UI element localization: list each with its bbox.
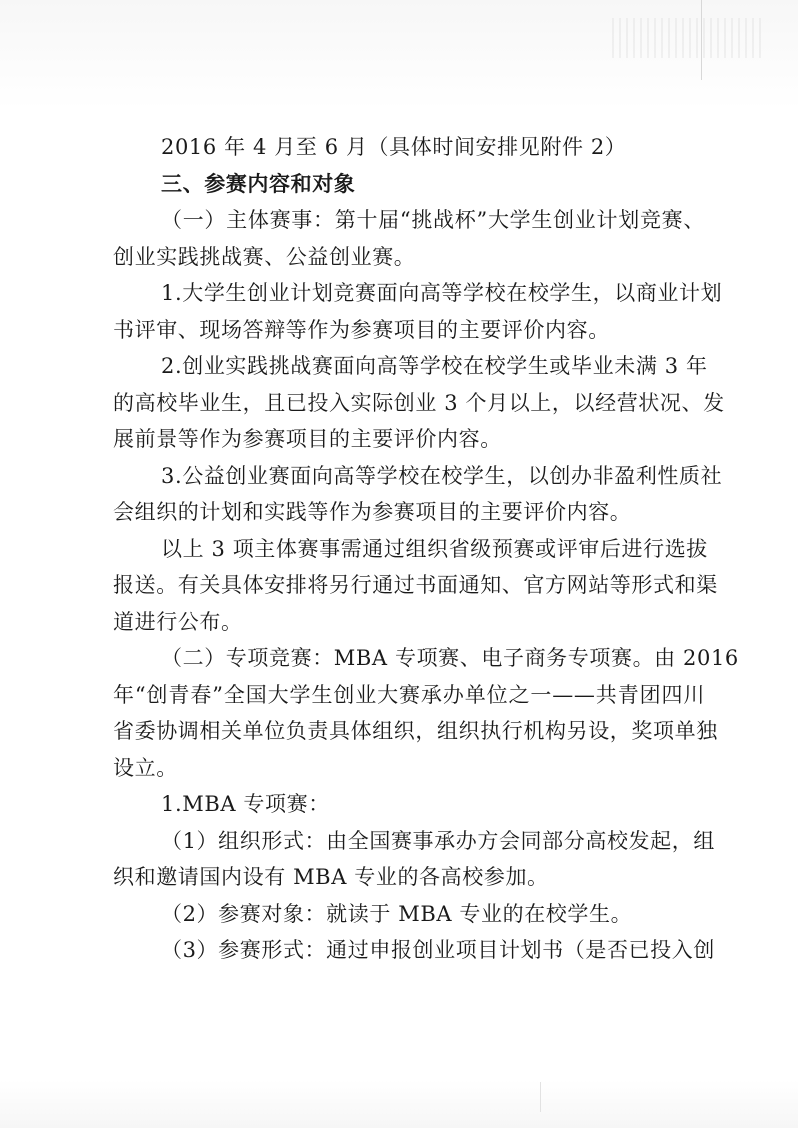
- text-line-special-events-end: 设立。: [113, 755, 178, 780]
- text-line-item-2: 2.创业实践挑战赛面向高等学校在校学生或毕业未满 3 年: [161, 354, 708, 378]
- text-line-mba-participants: （2）参赛对象：就读于 MBA 专业的在校学生。: [161, 901, 633, 926]
- text-line-mba-org-form-cont: 织和邀请国内设有 MBA 专业的各高校参加。: [113, 865, 549, 889]
- text-line-timeframe: 2016 年 4 月至 6 月（具体时间安排见附件 2）: [161, 135, 627, 159]
- text-line-special-events: （二）专项竞赛：MBA 专项赛、电子商务专项赛。由 2016: [161, 646, 739, 670]
- scan-edge-line: [701, 0, 702, 80]
- text-line-mba-heading: 1.MBA 专项赛：: [161, 792, 330, 816]
- text-line-item-1: 1.大学生创业计划竞赛面向高等学校在校学生，以商业计划: [161, 281, 723, 305]
- section-heading-3: 三、参赛内容和对象: [161, 171, 356, 196]
- document-body: [113, 129, 739, 969]
- text-line-item-1-cont: 书评审、现场答辩等作为参赛项目的主要评价内容。: [113, 317, 610, 342]
- scan-artifact: [612, 18, 762, 58]
- text-line-item-2-end: 展前景等作为参赛项目的主要评价内容。: [113, 427, 502, 451]
- text-line-main-events: （一）主体赛事：第十届“挑战杯”大学生创业计划竞赛、: [161, 208, 705, 232]
- text-line-special-events-cont: 年“创青春”全国大学生创业大赛承办单位之一——共青团四川: [113, 682, 705, 707]
- text-line-special-events-cont-2: 省委协调相关单位负责具体组织，组织执行机构另设，奖项单独: [113, 719, 718, 743]
- text-line-mba-form: （3）参赛形式：通过申报创业项目计划书（是否已投入创: [161, 938, 715, 962]
- text-line-item-3-cont: 会组织的计划和实践等作为参赛项目的主要评价内容。: [113, 500, 632, 524]
- text-line-main-events-cont: 创业实践挑战赛、公益创业赛。: [113, 244, 416, 269]
- text-line-selection: 以上 3 项主体赛事需通过组织省级预赛或评审后进行选拔: [161, 536, 708, 561]
- text-line-item-2-cont: 的高校毕业生，且已投入实际创业 3 个月以上，以经营状况、发: [113, 390, 725, 415]
- text-line-selection-end: 道进行公布。: [113, 609, 243, 634]
- scan-bottom-mark: [540, 1082, 541, 1112]
- text-line-item-3: 3.公益创业赛面向高等学校在校学生，以创办非盈利性质社: [161, 463, 723, 488]
- text-line-mba-org-form: （1）组织形式：由全国赛事承办方会同部分高校发起，组: [161, 828, 715, 853]
- text-line-selection-cont: 报送。有关具体安排将另行通过书面通知、官方网站等形式和渠: [113, 573, 718, 597]
